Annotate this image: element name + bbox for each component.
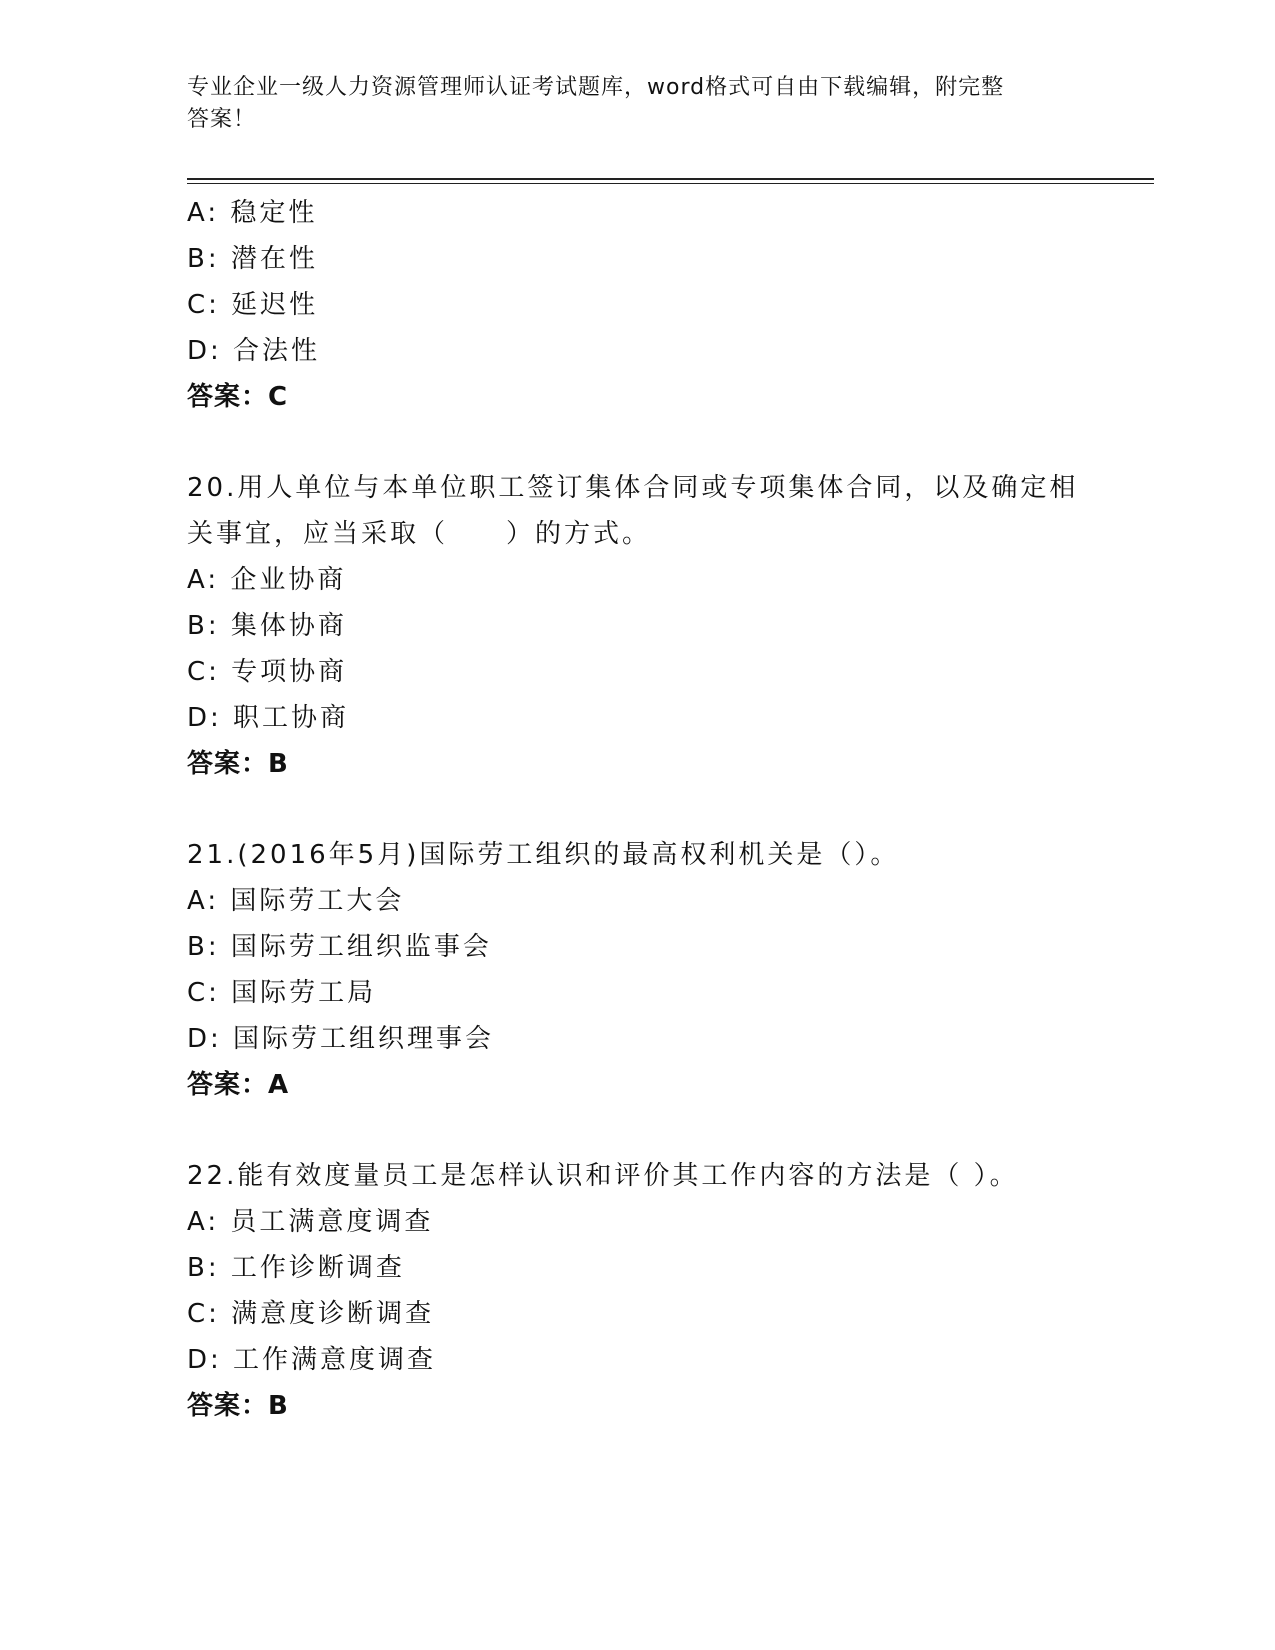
header-divider-thick: [187, 178, 1154, 180]
option-c: C: 满意度诊断调查: [187, 1299, 435, 1329]
question-19: [187, 190, 1087, 420]
option-c: C: 国际劳工局: [187, 978, 377, 1008]
option-a: A: 稳定性: [187, 198, 318, 228]
question-21: [187, 832, 1087, 1108]
option-b: B: 工作诊断调查: [187, 1253, 405, 1283]
option-d: D: 合法性: [187, 336, 321, 366]
answer: 答案：C: [187, 382, 289, 412]
option-b: B: 集体协商: [187, 611, 347, 641]
question-title: 22.能有效度量员工是怎样认识和评价其工作内容的方法是（ ）。: [187, 1161, 1019, 1191]
option-b: B: 国际劳工组织监事会: [187, 932, 492, 962]
option-b: B: 潜在性: [187, 244, 318, 274]
question-20: [187, 465, 1087, 787]
header-line-1: 专业企业一级人力资源管理师认证考试题库，word格式可自由下载编辑，附完整: [187, 75, 1005, 100]
option-d: D: 工作满意度调查: [187, 1345, 437, 1375]
header-line-2: 答案！: [187, 107, 257, 132]
option-d: D: 职工协商: [187, 703, 350, 733]
question-22: [187, 1153, 1087, 1429]
answer: 答案：B: [187, 1391, 289, 1421]
option-c: C: 专项协商: [187, 657, 348, 687]
question-list: [187, 190, 1087, 1429]
question-title-line-2: 关事宜，应当采取（ ）的方式。: [187, 519, 652, 549]
answer: 答案：A: [187, 1070, 290, 1100]
option-a: A: 员工满意度调查: [187, 1207, 434, 1237]
option-a: A: 国际劳工大会: [187, 886, 405, 916]
option-c: C: 延迟性: [187, 290, 319, 320]
question-title-line-1: 20.用人单位与本单位职工签订集体合同或专项集体合同，以及确定相: [187, 473, 1079, 503]
header-divider-thin: [187, 183, 1154, 184]
option-a: A: 企业协商: [187, 565, 347, 595]
question-title: 21.(2016年5月)国际劳工组织的最高权利机关是（）。: [187, 840, 900, 870]
answer: 答案：B: [187, 749, 289, 779]
document-header: [187, 72, 1087, 136]
option-d: D: 国际劳工组织理事会: [187, 1024, 495, 1054]
